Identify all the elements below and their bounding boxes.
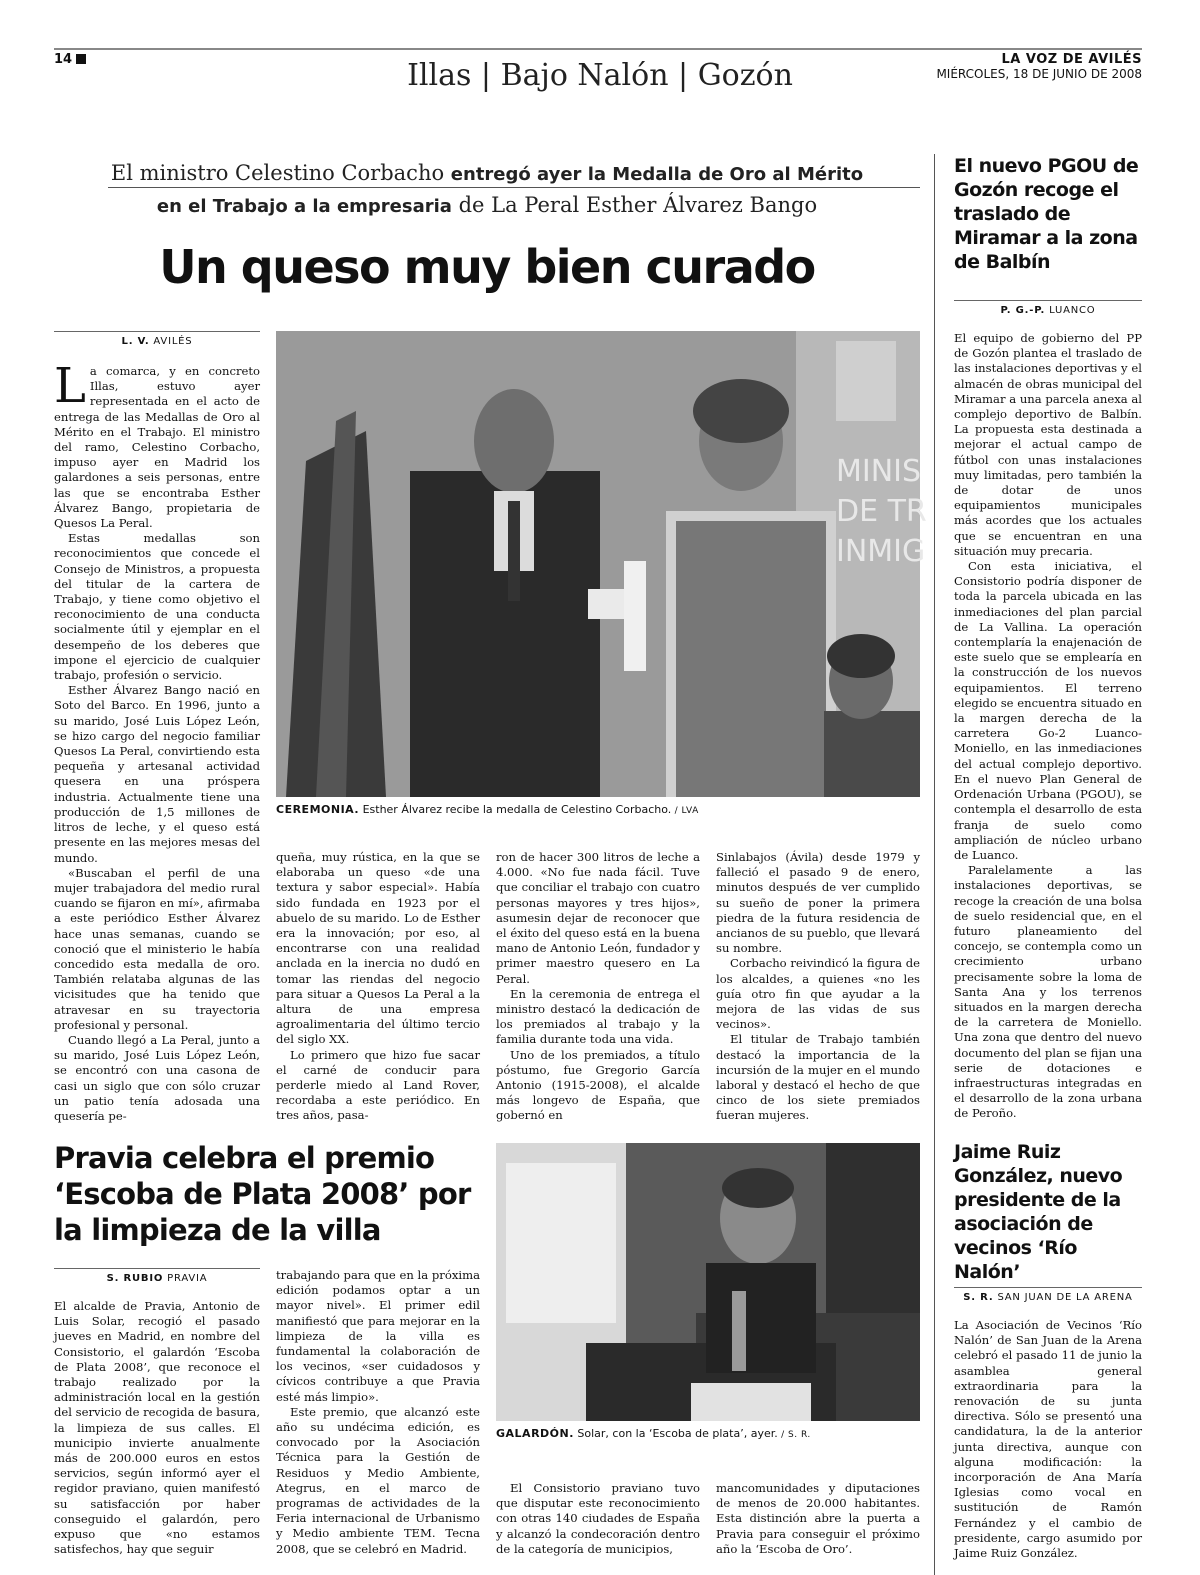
side-1-byline: P. G.-P. LUANCO bbox=[954, 300, 1142, 316]
main-column-3: ron de hacer 300 litros de leche a 4.000. «No fue nada fácil. Tuve que conciliar el trabajo con cuatro personas mayores y tres hijos», asumesin dejar de reconocer que el éxito del queso está en la buena mano de Antonio León, fundador y primer maestro quesero en La Peral. En la ceremonia de entrega el ministro destacó la dedicación de los premiados al trabajo y la familia durante toda una vida. Uno de los premiados, a título póstumo, fue Gregorio García Antonio (1915-2008), el alcalde más longevo de España, que gobernó en bbox=[496, 850, 700, 1123]
main-headline: Un queso muy bien curado bbox=[159, 240, 815, 294]
main-column-2: queña, muy rústica, en la que se elaboraba un queso «de una textura y sabor especial». Había sido fundada en 1923 por el abuelo de su marido. Lo de Esther era la innovación; por eso, al encontrarse con una realidad anclada en la inercia no dudó en tomar las riendas del negocio para situar a Quesos La Peral a la altura de una empresa agroalimentaria del último tercio del siglo XX. Lo primero que hizo fue sacar el carné de conducir para perderle miedo al Land Rover, recordaba a este periódico. En tres años, pasa- bbox=[276, 850, 480, 1123]
top-rule bbox=[54, 48, 1142, 50]
ceremony-caption: CEREMONIA. Esther Álvarez recibe la medalla de Celestino Corbacho. / LVA bbox=[276, 803, 699, 816]
photo-sign-1: MINIS bbox=[836, 454, 922, 489]
award-photo-illustration bbox=[496, 1143, 920, 1421]
page-number: 14 bbox=[54, 52, 86, 67]
main-kicker: El ministro Celestino Corbacho entregó ayer la Medalla de Oro al Mérito en el Trabajo a la empresaria de La Peral Esther Álvarez Bango bbox=[110, 161, 864, 217]
square-icon bbox=[76, 54, 86, 64]
side-1-headline: El nuevo PGOU de Gozón recoge el traslado de Miramar a la zona de Balbín bbox=[954, 155, 1139, 273]
ceremony-photo bbox=[276, 331, 927, 797]
section-title: Illas | Bajo Nalón | Gozón bbox=[407, 58, 793, 93]
main-column-4: Sinlabajos (Ávila) desde 1979 y falleció el pasado 9 de enero, minutos después de ver cumplido su sueño de poner la primera piedra de la futura residencia de ancianos de su pueblo, que llevará su nombre. Corbacho reivindicó la figura de los alcaldes, a quienes «no les guía otro fin que ayudar a la mejora de las vidas de sus vecinos». El titular de Trabajo también destacó la importancia de la incursión de la mujer en el mundo laboral y destacó el hecho de que cinco de los siete premiados fueran mujeres. bbox=[716, 850, 920, 1123]
side-2-body: La Asociación de Vecinos ‘Río Nalón’ de San Juan de la Arena celebró el pasado 11 de junio la asamblea general extraordinaria para la renovación de su junta directiva. Sólo se presentó una candidatura, la de la anterior junta directiva, aunque con alguna modificación: la incorporación de Ana María Iglesias como vocal en sustitución de Ramón Fernández y el cambio de presidente, cargo asumido por Jaime Ruiz González. bbox=[954, 1318, 1142, 1561]
pravia-column-1: El alcalde de Pravia, Antonio de Luis Solar, recogió el pasado jueves en Madrid, en nombre del Consistorio, el galardón ‘Escoba de Plata 2008’, que reconoce el trabajo realizado por la administración local en la gestión del servicio de recogida de basura, la limpieza de sus calles. El municipio invierte anualmente más de 200.000 euros en estos servicios, según informó ayer el regidor praviano, quien manifestó su satisfacción por haber conseguido el galardón, pero expuso que «no estamos satisfechos, hay que seguir bbox=[54, 1299, 261, 1557]
pravia-column-2: trabajando para que en la próxima edición podamos optar a un mayor nivel». El primer edil manifiestó que para mejorar en la limpieza de la villa es fundamental la colaboración de los vecinos, «ser cuidadosos y cívicos contribuye a que Pravia esté más limpio». Este premio, que alcanzó este año su undécima edición, es convocado por la Asociación Técnica para la Gestión de Residuos y Medio Ambiente, Ategrus, en el marco de programas de actividades de la Feria internacional de Urbanismo y Medio ambiente TEM. Tecna 2008, que se celebró en Madrid. bbox=[276, 1268, 480, 1556]
dropcap: L bbox=[54, 358, 86, 414]
ceremony-photo-illustration bbox=[276, 331, 927, 797]
sidebar-rule bbox=[934, 154, 935, 1575]
photo-sign-3: INMIG bbox=[836, 534, 926, 569]
pravia-column-3: El Consistorio praviano tuvo que disputar este reconocimiento con otras 140 ciudades de España y alcanzó la condecoración dentro de la categoría de municipios, bbox=[496, 1481, 700, 1556]
masthead bbox=[936, 53, 1142, 81]
side-1-body: El equipo de gobierno del PP de Gozón plantea el traslado de las instalaciones deportivas y el almacén de obras municipal del Miramar a una parcela anexa al complejo deportivo de Balbín. La propuesta esta destinada a mejorar el actual campo de fútbol con unas instalaciones muy limitadas, pero también la de dotar de unos equipamientos municipales más acordes que los actuales que se encuentran en una situación muy precaria. Con esta iniciativa, el Consistorio podría disponer de toda la parcela ubicada en las inmediaciones del plan parcial de La Vallina. La operación contemplaría la enajenación de este suelo que se emplearía en la construcción de los nuevos equipamientos. El terreno elegido se encuentra situado en la margen derecha de la carretera Go-2 Luanco-Moniello, en las inmediaciones del actual complejo deportivo. En el nuevo Plan General de Ordenación Urbana (PGOU), se contempla el desarrollo de esta franja de suelo como ampliación de núcleo urbano de Luanco. Paralelamente a las instalaciones deportivas, se recoge la creación de una bolsa de suelo residencial que, en el futuro planeamiento del concejo, se contempla como un crecimiento urbano precisamente sobre la loma de Santa Ana y los terrenos situados en la margen derecha de la carretera de Moniello. Una zona que dentro del nuevo documento del plan se fijan una serie de dotaciones e infraestructuras integradas en el desarrollo de la zona urbana de Peroño. bbox=[954, 331, 1142, 1121]
photo-sign-2: DE TR bbox=[836, 494, 927, 529]
pravia-headline: Pravia celebra el premio ‘Escoba de Plata 2008’ por la limpieza de la villa bbox=[54, 1141, 471, 1247]
main-byline: L. V. AVILÉS bbox=[54, 331, 260, 347]
newspaper-name: LA VOZ DE AVILÉS bbox=[1001, 52, 1142, 67]
award-caption: GALARDÓN. Solar, con la ‘Escoba de plata’, ayer. / S. R. bbox=[496, 1427, 811, 1440]
main-column-1: La comarca, y en concreto Illas, estuvo ayer representada en el acto de entrega de las Medallas de Oro al Mérito en el Trabajo. El ministro del ramo, Celestino Corbacho, impuso ayer en Madrid los galardones a seis personas, entre las que se encontraba Esther Álvarez Bango, propietaria de Quesos La Peral. Estas medallas son reconocimientos que concede el Consejo de Ministros, a propuesta del titular de la cartera de Trabajo, y tiene como objetivo el reconocimiento de una conducta socialmente útil y ejemplar en el desempeño de los deberes que impone el ejercicio de cualquier trabajo, profesión o servicio. Esther Álvarez Bango nació en Soto del Barco. En 1996, junto a su marido, José Luis López León, se hizo cargo del negocio familiar Quesos La Peral, convirtiendo esta pequeña y artesanal actividad quesera en una próspera industria. Actualmente tiene una producción de 1,5 millones de litros de leche, y el queso está presente en las mejores mesas del mundo. «Buscaban el perfil de una mujer trabajadora del medio rural cuando se fijaron en mí», afirmaba a este periódico Esther Álvarez hace unas semanas, cuando se conoció que el ministerio le había concedido esta medalla de oro. También relataba algunas de las vicisitudes que ha tenido que atravesar en su trayectoria profesional y personal. Cuando llegó a La Peral, junto a su marido, José Luis López León, se encontró con una casona de casi un siglo que con sólo cruzar un patio tenía adosada una quesería pe- bbox=[54, 358, 260, 1123]
side-2-headline: Jaime Ruiz González, nuevo presidente de la asociación de vecinos ‘Río Nalón’ bbox=[954, 1141, 1123, 1283]
side-2-byline: S. R. SAN JUAN DE LA ARENA bbox=[954, 1287, 1142, 1303]
award-photo bbox=[496, 1143, 920, 1421]
kicker-rule bbox=[108, 187, 920, 188]
issue-date: MIÉRCOLES, 18 DE JUNIO DE 2008 bbox=[936, 67, 1142, 81]
pravia-column-4: mancomunidades y diputaciones de menos de 20.000 habitantes. Esta distinción abre la puerta a Pravia para conseguir el próximo año la ‘Escoba de Oro’. bbox=[716, 1481, 920, 1556]
pravia-byline: S. RUBIO PRAVIA bbox=[54, 1268, 260, 1284]
